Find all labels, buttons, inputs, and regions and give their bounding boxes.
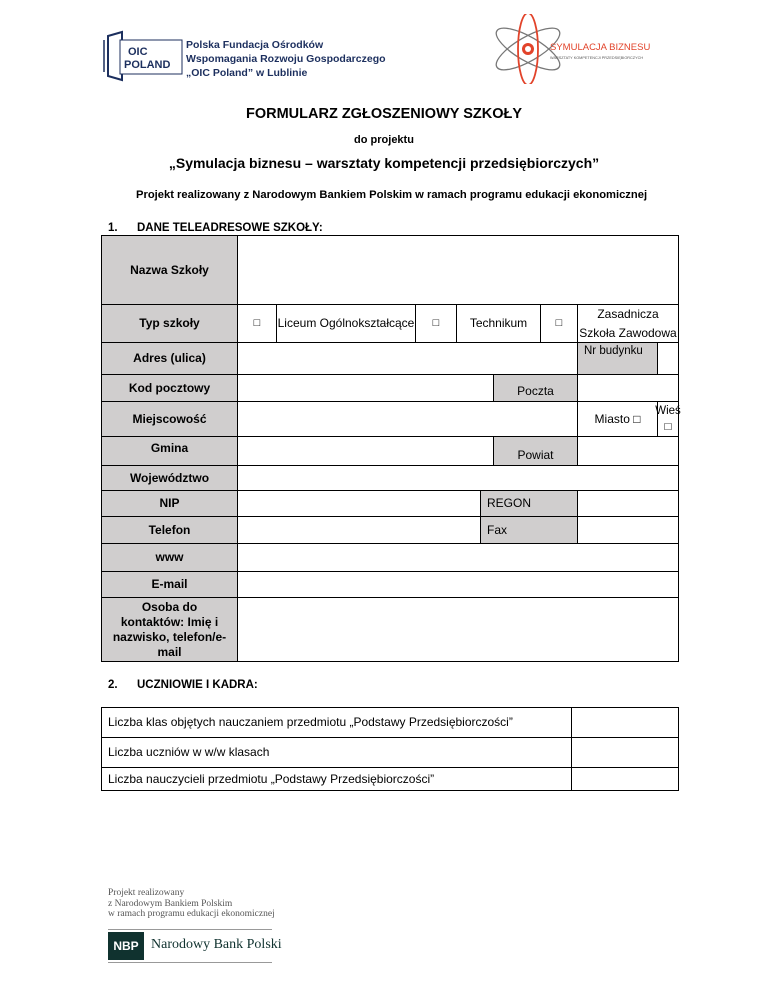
atom-icon: [488, 14, 688, 84]
osoba-input[interactable]: [237, 597, 679, 662]
label-osoba: Osoba do kontaktów: Imię i nazwisko, telefon/e-mail: [101, 597, 238, 662]
oic-org-line: Polska Fundacja Ośrodków: [186, 39, 324, 51]
section-number: 1.: [108, 222, 118, 234]
svg-text:POLAND: POLAND: [124, 59, 171, 71]
nbp-name: Narodowy Bank Polski: [151, 937, 282, 952]
form-title: FORMULARZ ZGŁOSZENIOWY SZKOŁY: [245, 106, 523, 122]
nip-input[interactable]: [237, 490, 481, 517]
oic-poland-logo: [100, 30, 186, 84]
label-poczta: Poczta: [493, 374, 578, 402]
option-liceum: Liceum Ogólnokształcące: [276, 304, 416, 343]
option-zasadnicza: Zasadnicza Szkoła Zawodowa: [577, 304, 679, 343]
label-adres: Adres (ulica): [101, 342, 238, 375]
powiat-input[interactable]: [577, 436, 679, 466]
telefon-input[interactable]: [237, 516, 481, 544]
label-nr-budynku: Nr budynku: [577, 342, 658, 375]
kod-input[interactable]: [237, 374, 494, 402]
checkbox-technikum[interactable]: □: [415, 304, 457, 343]
svg-text:WARSZTATY KOMPETENCJI PRZEDSIĘ: WARSZTATY KOMPETENCJI PRZEDSIĘBIORCZYCH: [550, 56, 644, 60]
checkbox-wies[interactable]: Wieś □: [657, 401, 679, 437]
divider: [108, 962, 272, 963]
oic-org-name: [186, 38, 386, 80]
row-label-klasy: Liczba klas objętych nauczaniem przedmiotu „Podstawy Przedsiębiorczości”: [101, 707, 572, 738]
checkbox-liceum[interactable]: □: [237, 304, 277, 343]
form-subtitle: do projektu: [354, 134, 414, 146]
svg-text:SYMULACJA BIZNESU: SYMULACJA BIZNESU: [550, 42, 651, 53]
wojewodztwo-input[interactable]: [237, 465, 679, 491]
divider: [108, 929, 272, 930]
label-email: E-mail: [101, 571, 238, 598]
regon-input[interactable]: [577, 490, 679, 517]
label-telefon: Telefon: [101, 516, 238, 544]
uczniowie-input[interactable]: [571, 737, 679, 768]
nbp-logo: NBP: [108, 932, 144, 960]
label-fax: Fax: [480, 516, 578, 544]
label-kod: Kod pocztowy: [101, 374, 238, 402]
label-wojewodztwo: Województwo: [101, 465, 238, 491]
footer-note: [108, 888, 275, 920]
checkbox-miasto[interactable]: Miasto □: [577, 401, 658, 437]
section-title: DANE TELEADRESOWE SZKOŁY:: [137, 222, 323, 234]
footer-line: Projekt realizowany: [108, 888, 185, 898]
adres-input[interactable]: [237, 342, 578, 375]
nazwa-input[interactable]: [237, 235, 679, 305]
nauczyciele-input[interactable]: [571, 767, 679, 791]
row-label-nauczyciele: Liczba nauczycieli przedmiotu „Podstawy Przedsiębiorczości”: [101, 767, 572, 791]
label-www: www: [101, 543, 238, 572]
row-label-uczniowie: Liczba uczniów w w/w klasach: [101, 737, 572, 768]
checkbox-zasadnicza[interactable]: □: [540, 304, 578, 343]
label-regon: REGON: [480, 490, 578, 517]
option-technikum: Technikum: [456, 304, 541, 343]
www-input[interactable]: [237, 543, 679, 572]
label-powiat: Powiat: [493, 436, 578, 466]
svg-text:OIC: OIC: [128, 46, 148, 58]
miejscowosc-input[interactable]: [237, 401, 578, 437]
email-input[interactable]: [237, 571, 679, 598]
oic-logo-icon: [100, 30, 186, 84]
symulacja-biznesu-logo: [488, 14, 688, 84]
section-number: 2.: [108, 679, 118, 691]
label-nip: NIP: [101, 490, 238, 517]
footer-line: z Narodowym Bankiem Polskim: [108, 898, 233, 909]
footer-line: w ramach programu edukacji ekonomicznej: [108, 909, 275, 919]
gmina-input[interactable]: [237, 436, 494, 466]
label-typ: Typ szkoły: [101, 304, 238, 343]
project-note: Projekt realizowany z Narodowym Bankiem Polskim w ramach programu edukacji ekonomicznej: [136, 189, 648, 201]
label-nazwa: Nazwa Szkoły: [101, 235, 238, 305]
oic-org-line: „OIC Poland” w Lublinie: [186, 67, 308, 79]
label-miejscowosc: Miejscowość: [101, 401, 238, 437]
oic-org-line: Wspomagania Rozwoju Gospodarczego: [186, 53, 386, 65]
project-name: „Symulacja biznesu – warsztaty kompetencji przedsiębiorczych”: [168, 155, 600, 171]
nr-budynku-input[interactable]: [657, 342, 679, 375]
section-title: UCZNIOWIE I KADRA:: [137, 679, 258, 691]
klasy-input[interactable]: [571, 707, 679, 738]
poczta-input[interactable]: [577, 374, 679, 402]
fax-input[interactable]: [577, 516, 679, 544]
label-gmina: Gmina: [101, 436, 238, 466]
